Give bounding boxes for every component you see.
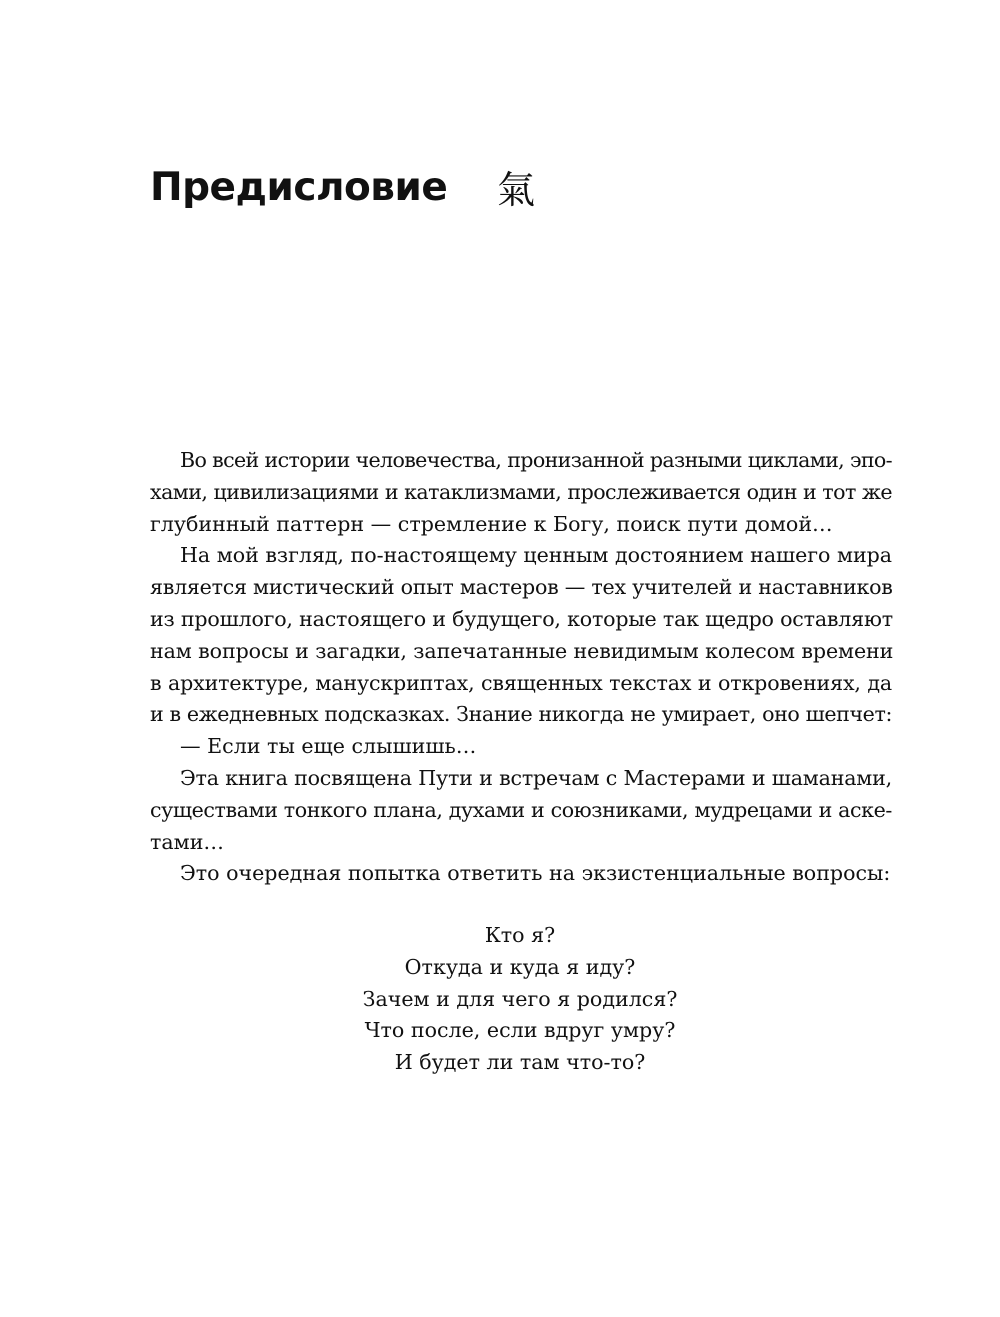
text-line: Во всей истории человечества, пронизанной разными циклами, эпо- bbox=[180, 448, 892, 472]
text-line: Это очередная попытка ответить на экзистенциальные вопросы: bbox=[180, 861, 891, 886]
dialogue-line: — Если ты еще слышишь… bbox=[180, 734, 477, 759]
preface-body bbox=[150, 445, 892, 890]
text-line: в архитектуре, манускриптах, священных текстах и откровениях, да bbox=[150, 670, 892, 695]
text-line: хами, цивилизациями и катаклизмами, прослеживается один и тот же bbox=[150, 479, 892, 504]
page-title: Предисловие bbox=[150, 165, 448, 210]
text-line: тами… bbox=[150, 829, 225, 854]
text-line: из прошлого, настоящего и будущего, которые так щедро оставляют bbox=[150, 606, 893, 631]
text-line: существами тонкого плана, духами и союзниками, мудрецами и аске- bbox=[150, 797, 892, 822]
text-line: На мой взгляд, по-настоящему ценным достоянием нашего мира bbox=[180, 543, 892, 568]
text-line: глубинный паттерн — стремление к Богу, поиск пути домой… bbox=[150, 511, 833, 536]
qi-character-symbol: 氣 bbox=[497, 168, 536, 212]
text-line: Эта книга посвящена Пути и встречам с Мастерами и шаманами, bbox=[180, 765, 892, 790]
question-line: Откуда и куда я иду? bbox=[404, 954, 636, 979]
questions-verse bbox=[300, 920, 740, 1079]
question-line: И будет ли там что-то? bbox=[394, 1050, 646, 1075]
text-line: является мистический опыт мастеров — тех учителей и наставников bbox=[150, 575, 893, 600]
question-line: Что после, если вдруг умру? bbox=[364, 1018, 676, 1043]
question-line: Зачем и для чего я родился? bbox=[362, 986, 678, 1011]
text-line: и в ежедневных подсказках. Знание никогда не умирает, оно шепчет: bbox=[150, 702, 892, 727]
text-line: нам вопросы и загадки, запечатанные невидимым колесом времени bbox=[150, 638, 894, 663]
question-line: Кто я? bbox=[484, 923, 556, 947]
